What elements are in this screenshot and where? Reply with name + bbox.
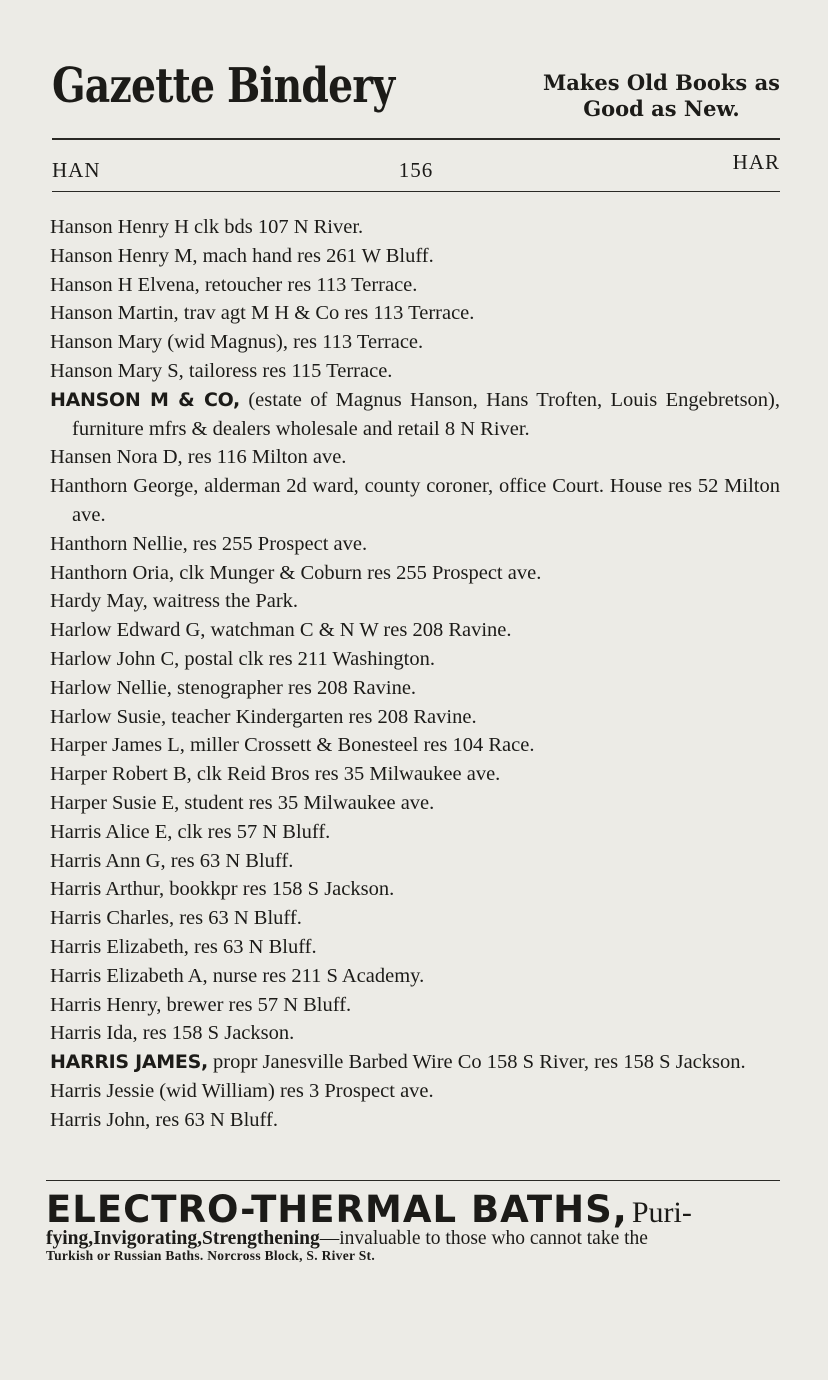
directory-entry xyxy=(50,616,780,645)
directory-entry xyxy=(50,328,780,357)
header-ad-slogan-line2: Good as New. xyxy=(583,96,740,121)
entry-text: Hanson H Elvena, retoucher res 113 Terrace. xyxy=(50,273,418,296)
footer-rule xyxy=(46,1180,780,1181)
directory-entry xyxy=(50,357,780,386)
directory-entries xyxy=(50,213,780,1135)
directory-entry xyxy=(50,559,780,588)
page-number: 156 xyxy=(398,158,434,182)
entry-text: Harris Charles, res 63 N Bluff. xyxy=(50,907,302,930)
footer-ad-line2-rest: —invaluable to those who cannot take the xyxy=(319,1228,648,1249)
running-head-right: HAR xyxy=(732,150,780,174)
entry-text: Harper Susie E, student res 35 Milwaukee ave. xyxy=(50,791,435,814)
directory-entry xyxy=(50,443,780,472)
directory-entry xyxy=(50,789,780,818)
footer-ad-line2 xyxy=(46,1229,778,1249)
footer-ad-tail: Puri- xyxy=(631,1196,692,1229)
directory-entry xyxy=(50,645,780,674)
directory-entry xyxy=(50,674,780,703)
directory-entry xyxy=(50,703,780,732)
directory-entry xyxy=(50,299,780,328)
directory-entry xyxy=(50,1019,780,1048)
footer-ad-line2-bold: fying,Invigorating,Strengthening xyxy=(46,1228,320,1249)
entry-text: Hanthorn Nellie, res 255 Prospect ave. xyxy=(50,532,368,555)
directory-entry xyxy=(50,962,780,991)
entry-text: Harlow Susie, teacher Kindergarten res 208 Ravine. xyxy=(50,705,477,728)
directory-entry xyxy=(50,386,780,444)
entry-text: Harris Jessie (wid William) res 3 Prospect ave. xyxy=(50,1079,434,1102)
entry-text: Hanson Henry M, mach hand res 261 W Bluff. xyxy=(50,244,434,267)
header-advertisement xyxy=(52,58,782,138)
entry-text: Hansen Nora D, res 116 Milton ave. xyxy=(50,446,347,469)
directory-entry xyxy=(50,271,780,300)
entry-text: Harris Ann G, res 63 N Bluff. xyxy=(50,849,294,872)
entry-text: Hanson Mary S, tailoress res 115 Terrace. xyxy=(50,359,393,382)
directory-entry xyxy=(50,472,780,530)
entry-text: Hanson Henry H clk bds 107 N River. xyxy=(50,216,364,238)
running-head xyxy=(52,150,780,186)
directory-entry xyxy=(50,1106,780,1135)
directory-entry xyxy=(50,847,780,876)
entry-text: Harris Elizabeth A, nurse res 211 S Academy. xyxy=(50,964,425,987)
entry-text: Harris John, res 63 N Bluff. xyxy=(50,1108,278,1131)
entry-text: Hanson Mary (wid Magnus), res 113 Terrace. xyxy=(50,331,424,354)
directory-entry xyxy=(50,242,780,271)
entry-text: (estate of Magnus Hanson, Hans Troften, Louis Engebretson), furniture mfrs & dealers wholesale and retail 8 N River. xyxy=(72,388,781,440)
directory-entry xyxy=(50,818,780,847)
running-head-left: HAN xyxy=(52,158,101,182)
directory-entry xyxy=(50,933,780,962)
directory-entry xyxy=(50,587,780,616)
header-ad-title: Gazette Bindery xyxy=(52,58,395,114)
entry-text: Hanthorn Oria, clk Munger & Coburn res 255 Prospect ave. xyxy=(50,561,542,584)
entry-text: Harlow Edward G, watchman C & N W res 208 Ravine. xyxy=(50,619,512,642)
header-ad-slogan xyxy=(543,70,780,122)
header-rule-top xyxy=(52,138,780,140)
header-rule-bottom xyxy=(52,191,780,192)
footer-ad-line1 xyxy=(46,1188,778,1231)
entry-text: propr Janesville Barbed Wire Co 158 S River, res 158 S Jackson. xyxy=(207,1051,746,1074)
entry-text: Hanthorn George, alderman 2d ward, county coroner, office Court. House res 52 Milton ave. xyxy=(50,475,780,526)
entry-business-name: HANSON M & CO, xyxy=(50,388,240,411)
footer-ad-headline: ELECTRO-THERMAL BATHS, xyxy=(46,1188,628,1231)
entry-text: Harris Elizabeth, res 63 N Bluff. xyxy=(50,935,317,958)
footer-ad-line3: Turkish or Russian Baths. Norcross Block, S. River St. xyxy=(46,1248,376,1263)
directory-entry xyxy=(50,1077,780,1106)
entry-business-name: HARRIS JAMES, xyxy=(50,1051,208,1074)
entry-text: Harris Arthur, bookkpr res 158 S Jackson. xyxy=(50,878,395,901)
entry-text: Hanson Martin, trav agt M H & Co res 113 Terrace. xyxy=(50,302,475,325)
directory-entry xyxy=(50,213,780,242)
entry-text: Harlow John C, postal clk res 211 Washington. xyxy=(50,647,435,670)
directory-entry xyxy=(50,991,780,1020)
directory-entry xyxy=(50,875,780,904)
entry-text: Harris Ida, res 158 S Jackson. xyxy=(50,1022,295,1045)
entry-text: Harper James L, miller Crossett & Bonesteel res 104 Race. xyxy=(50,734,535,757)
entry-text: Harris Alice E, clk res 57 N Bluff. xyxy=(50,820,331,843)
directory-entry xyxy=(50,760,780,789)
entry-text: Hardy May, waitress the Park. xyxy=(50,590,299,613)
entry-text: Harlow Nellie, stenographer res 208 Ravine. xyxy=(50,676,417,699)
directory-entry xyxy=(50,530,780,559)
header-ad-slogan-line1: Makes Old Books as xyxy=(542,70,780,95)
directory-entry xyxy=(50,731,780,760)
entry-text: Harris Henry, brewer res 57 N Bluff. xyxy=(50,993,352,1016)
footer-advertisement xyxy=(46,1188,778,1263)
directory-entry xyxy=(50,904,780,933)
entry-text: Harper Robert B, clk Reid Bros res 35 Milwaukee ave. xyxy=(50,763,501,786)
directory-entry xyxy=(50,1048,780,1077)
